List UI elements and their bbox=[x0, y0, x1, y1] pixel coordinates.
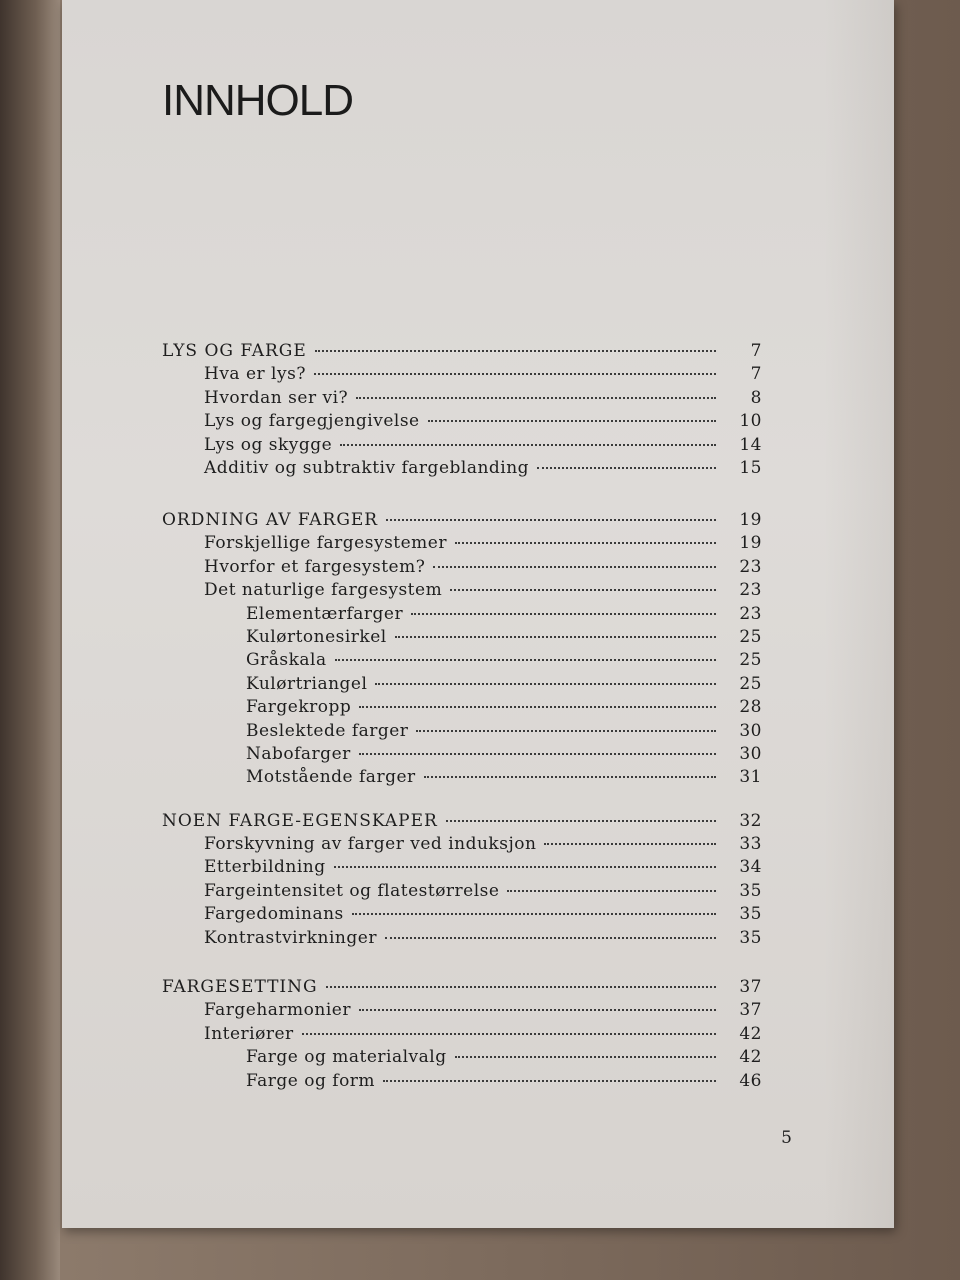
toc-entry-label: Hva er lys? bbox=[204, 364, 306, 385]
dot-leader bbox=[375, 683, 716, 685]
toc-entry-label: Nabofarger bbox=[246, 743, 351, 764]
dot-leader bbox=[334, 866, 716, 868]
toc-entry-label: Kulørtriangel bbox=[246, 673, 368, 694]
dot-leader bbox=[352, 913, 716, 915]
toc-entry-label: ORDNING AV FARGER bbox=[162, 510, 379, 530]
toc-entry-label: NOEN FARGE-EGENSKAPER bbox=[162, 810, 438, 831]
toc-entry-page: 23 bbox=[739, 580, 762, 601]
book-cover-edge bbox=[0, 0, 60, 1280]
dot-leader bbox=[315, 350, 716, 352]
toc-entry bbox=[162, 532, 762, 555]
toc-chapter-entry bbox=[162, 509, 762, 532]
toc-entry bbox=[162, 856, 762, 879]
toc-entry bbox=[162, 833, 762, 856]
toc-entry bbox=[162, 457, 762, 480]
dot-leader bbox=[450, 589, 716, 591]
dot-leader bbox=[446, 820, 716, 822]
toc-entry-page: 34 bbox=[739, 857, 762, 878]
toc-chapter-entry bbox=[162, 976, 762, 999]
page-shadow bbox=[824, 0, 894, 1228]
dot-leader bbox=[424, 776, 716, 778]
toc-entry-page: 35 bbox=[739, 904, 762, 925]
dot-leader bbox=[302, 1033, 716, 1035]
toc-entry bbox=[162, 1023, 762, 1046]
toc-entry-page: 23 bbox=[739, 556, 762, 577]
toc-entry bbox=[162, 579, 762, 602]
dot-leader bbox=[326, 986, 716, 988]
dot-leader bbox=[359, 706, 716, 708]
toc-entry bbox=[162, 720, 762, 743]
toc-entry-page: 30 bbox=[739, 743, 762, 764]
toc-entry-page: 23 bbox=[739, 603, 762, 624]
dot-leader bbox=[537, 467, 716, 469]
toc-entry-page: 7 bbox=[750, 341, 762, 361]
toc-entry-page: 14 bbox=[739, 434, 762, 455]
toc-entry-label: Beslektede farger bbox=[246, 720, 409, 741]
toc-entry-label: Forskjellige fargesystemer bbox=[204, 533, 447, 554]
dot-leader bbox=[428, 420, 716, 422]
dot-leader bbox=[411, 613, 716, 615]
toc-entry-label: Elementærfarger bbox=[246, 603, 404, 624]
toc-section bbox=[162, 340, 762, 487]
toc-entry-page: 30 bbox=[739, 720, 762, 741]
toc-entry bbox=[162, 880, 762, 903]
toc-entry-page: 42 bbox=[739, 1023, 762, 1044]
toc-entry-page: 35 bbox=[739, 927, 762, 948]
dot-leader bbox=[544, 843, 716, 845]
dot-leader bbox=[416, 730, 716, 732]
dot-leader bbox=[507, 890, 716, 892]
toc-entry-label: Kontrastvirkninger bbox=[204, 927, 377, 948]
toc-entry-page: 19 bbox=[739, 533, 762, 554]
toc-entry-label: Fargedominans bbox=[204, 904, 344, 925]
dot-leader bbox=[455, 542, 716, 544]
page-title: INNHOLD bbox=[162, 76, 354, 125]
toc-entry-label: Hvordan ser vi? bbox=[204, 387, 349, 408]
toc-entry-page: 35 bbox=[739, 880, 762, 901]
toc-entry-page: 25 bbox=[739, 673, 762, 694]
toc-entry bbox=[162, 696, 762, 719]
toc-entry-label: Motstående farger bbox=[246, 767, 416, 788]
toc-entry-page: 25 bbox=[739, 650, 762, 671]
toc-entry-page: 7 bbox=[750, 364, 762, 385]
toc-entry bbox=[162, 387, 762, 410]
toc-entry-page: 37 bbox=[739, 1000, 762, 1021]
toc-entry-label: Det naturlige fargesystem bbox=[204, 580, 443, 601]
table-of-contents bbox=[162, 340, 762, 1119]
toc-entry bbox=[162, 556, 762, 579]
toc-entry-page: 46 bbox=[739, 1070, 762, 1091]
toc-entry-label: Forskyvning av farger ved induksjon bbox=[204, 834, 537, 855]
toc-entry bbox=[162, 649, 762, 672]
toc-entry bbox=[162, 1070, 762, 1093]
dot-leader bbox=[383, 1080, 716, 1082]
toc-entry bbox=[162, 903, 762, 926]
toc-section bbox=[162, 976, 762, 1093]
toc-entry-page: 37 bbox=[739, 977, 762, 998]
toc-entry-label: Fargeharmonier bbox=[204, 1000, 351, 1021]
toc-entry-label: Additiv og subtraktiv fargeblanding bbox=[204, 457, 530, 478]
toc-section bbox=[162, 810, 762, 950]
toc-entry-label: Fargeintensitet og flatestørrelse bbox=[204, 880, 500, 901]
toc-entry-page: 25 bbox=[739, 626, 762, 647]
dot-leader bbox=[335, 659, 716, 661]
toc-entry-page: 31 bbox=[739, 767, 762, 788]
toc-entry bbox=[162, 603, 762, 626]
toc-entry-label: Lys og fargegjengivelse bbox=[204, 411, 420, 432]
toc-entry-page: 15 bbox=[739, 457, 762, 478]
toc-entry-label: Gråskala bbox=[246, 650, 327, 671]
toc-entry-page: 28 bbox=[739, 697, 762, 718]
toc-entry-label: Fargekropp bbox=[246, 697, 352, 718]
toc-entry-label: Etterbildning bbox=[204, 857, 326, 878]
toc-entry-page: 10 bbox=[739, 411, 762, 432]
book-page bbox=[62, 0, 894, 1228]
toc-entry bbox=[162, 626, 762, 649]
toc-entry bbox=[162, 743, 762, 766]
toc-entry bbox=[162, 1046, 762, 1069]
toc-entry-page: 8 bbox=[750, 387, 762, 408]
page-number: 5 bbox=[781, 1128, 792, 1148]
dot-leader bbox=[356, 397, 716, 399]
dot-leader bbox=[314, 373, 716, 375]
toc-entry bbox=[162, 410, 762, 433]
dot-leader bbox=[433, 566, 716, 568]
toc-entry-label: Farge og form bbox=[246, 1070, 376, 1091]
toc-entry-label: Interiører bbox=[204, 1023, 294, 1044]
toc-entry-label: FARGESETTING bbox=[162, 977, 318, 998]
toc-entry-label: Lys og skygge bbox=[204, 434, 333, 455]
toc-chapter-entry bbox=[162, 810, 762, 833]
toc-entry-label: LYS OG FARGE bbox=[162, 341, 307, 361]
dot-leader bbox=[455, 1056, 716, 1058]
toc-entry-page: 32 bbox=[739, 810, 762, 831]
toc-entry bbox=[162, 999, 762, 1022]
toc-entry bbox=[162, 434, 762, 457]
toc-entry-page: 33 bbox=[739, 834, 762, 855]
toc-entry-label: Hvorfor et fargesystem? bbox=[204, 556, 426, 577]
dot-leader bbox=[340, 444, 716, 446]
dot-leader bbox=[395, 636, 716, 638]
toc-entry bbox=[162, 363, 762, 386]
toc-entry bbox=[162, 673, 762, 696]
dot-leader bbox=[386, 519, 716, 521]
toc-entry bbox=[162, 766, 762, 789]
toc-entry bbox=[162, 927, 762, 950]
toc-entry-label: Farge og materialvalg bbox=[246, 1047, 447, 1068]
dot-leader bbox=[385, 937, 716, 939]
toc-chapter-entry bbox=[162, 340, 762, 363]
toc-section bbox=[162, 509, 762, 790]
toc-entry-label: Kulørtonesirkel bbox=[246, 626, 387, 647]
dot-leader bbox=[359, 1009, 716, 1011]
dot-leader bbox=[359, 753, 716, 755]
toc-entry-page: 19 bbox=[739, 510, 762, 530]
toc-entry-page: 42 bbox=[739, 1047, 762, 1068]
